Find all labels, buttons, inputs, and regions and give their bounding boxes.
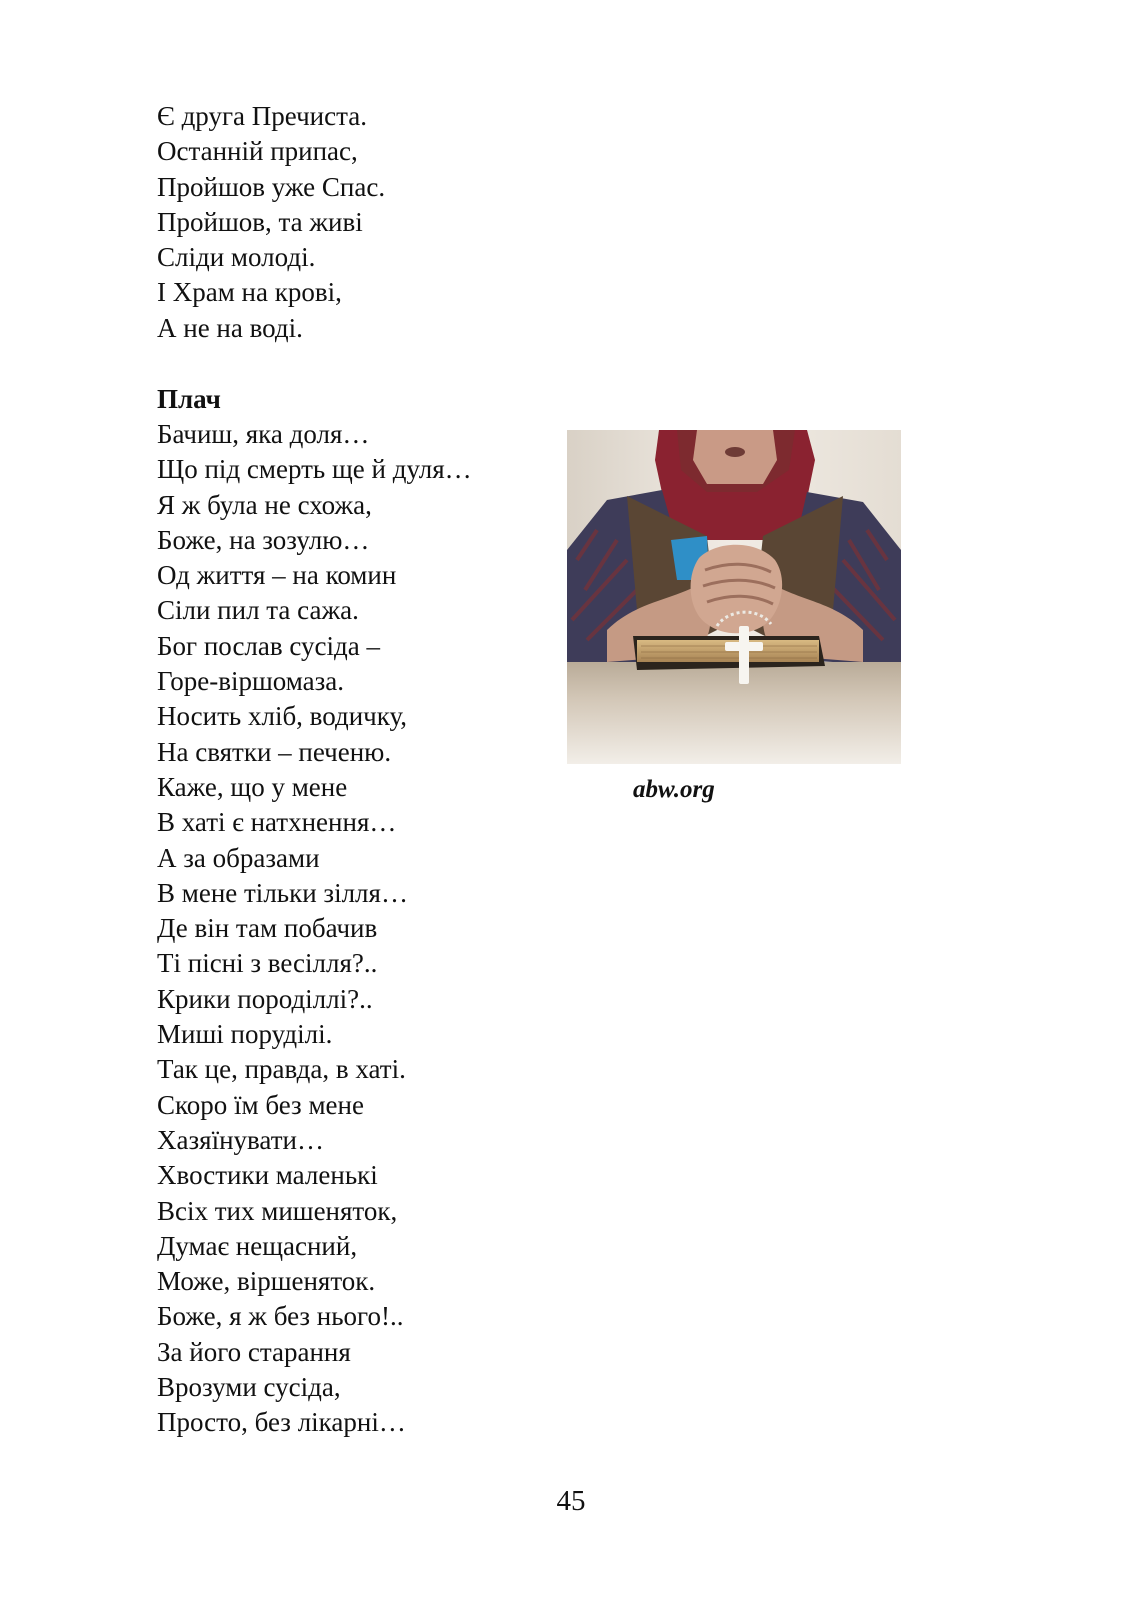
poem-line: За його старання bbox=[157, 1336, 351, 1367]
poem-line: Ті пісні з весілля?.. bbox=[157, 948, 378, 979]
poem-line: Скоро їм без мене bbox=[157, 1089, 364, 1120]
poem-line: Так це, правда, в хаті. bbox=[157, 1054, 406, 1085]
photo-caption: abw.org bbox=[633, 776, 715, 803]
poem-line: Де він там побачив bbox=[157, 913, 378, 944]
poem-line: Горе-віршомаза. bbox=[157, 666, 345, 697]
poem-line: Я ж була не схожа, bbox=[157, 489, 372, 520]
poem-line: Думає нещасний, bbox=[157, 1230, 358, 1261]
praying-woman-photo bbox=[567, 430, 901, 764]
praying-woman-illustration bbox=[567, 430, 901, 764]
poem-title: Плач bbox=[157, 384, 221, 414]
poem-line: Останній припас, bbox=[157, 136, 358, 167]
poem-line: Хазяїнувати… bbox=[157, 1124, 324, 1155]
poem-line: На святки – печеню. bbox=[157, 736, 392, 767]
poem-line: Боже, я ж без нього!.. bbox=[157, 1301, 404, 1332]
poem-line: Хвостики маленькі bbox=[157, 1160, 378, 1191]
poem-line: В мене тільки зілля… bbox=[157, 877, 408, 908]
poem-line: Миші поруділі. bbox=[157, 1019, 333, 1050]
opening-stanza bbox=[157, 99, 385, 346]
poem-line: Крики породіллі?.. bbox=[157, 983, 373, 1014]
poem-line: Пройшов уже Спас. bbox=[157, 171, 386, 202]
poem-line: І Храм на крові, bbox=[157, 277, 342, 308]
poem-line: Сліди молоді. bbox=[157, 242, 316, 273]
poem-line: Всіх тих мишеняток, bbox=[157, 1195, 398, 1226]
poem-line: Од життя – на комин bbox=[157, 560, 397, 591]
poem-line: В хаті є натхнення… bbox=[157, 807, 397, 838]
poem-line: Бог послав сусіда – bbox=[157, 630, 380, 661]
poem-line: А не на воді. bbox=[157, 312, 303, 343]
poem-line: А за образами bbox=[157, 842, 320, 873]
poem-line: Носить хліб, водичку, bbox=[157, 701, 408, 732]
poem-line: Пройшов, та живі bbox=[157, 206, 363, 237]
poem-line: Боже, на зозулю… bbox=[157, 524, 370, 555]
poem-line: Що під смерть ще й дуля… bbox=[157, 454, 472, 485]
poem-line: Врозуми сусіда, bbox=[157, 1372, 341, 1403]
poem-line: Може, віршеняток. bbox=[157, 1266, 376, 1297]
poem-line: Каже, що у мене bbox=[157, 771, 348, 802]
poem-line: Є друга Пречиста. bbox=[157, 101, 367, 131]
poem-line: Просто, без лікарні… bbox=[157, 1407, 406, 1438]
poem-line: Сіли пил та сажа. bbox=[157, 595, 359, 626]
poem-body bbox=[157, 417, 472, 1441]
page-number: 45 bbox=[556, 1485, 586, 1517]
poem-line: Бачиш, яка доля… bbox=[157, 419, 370, 449]
